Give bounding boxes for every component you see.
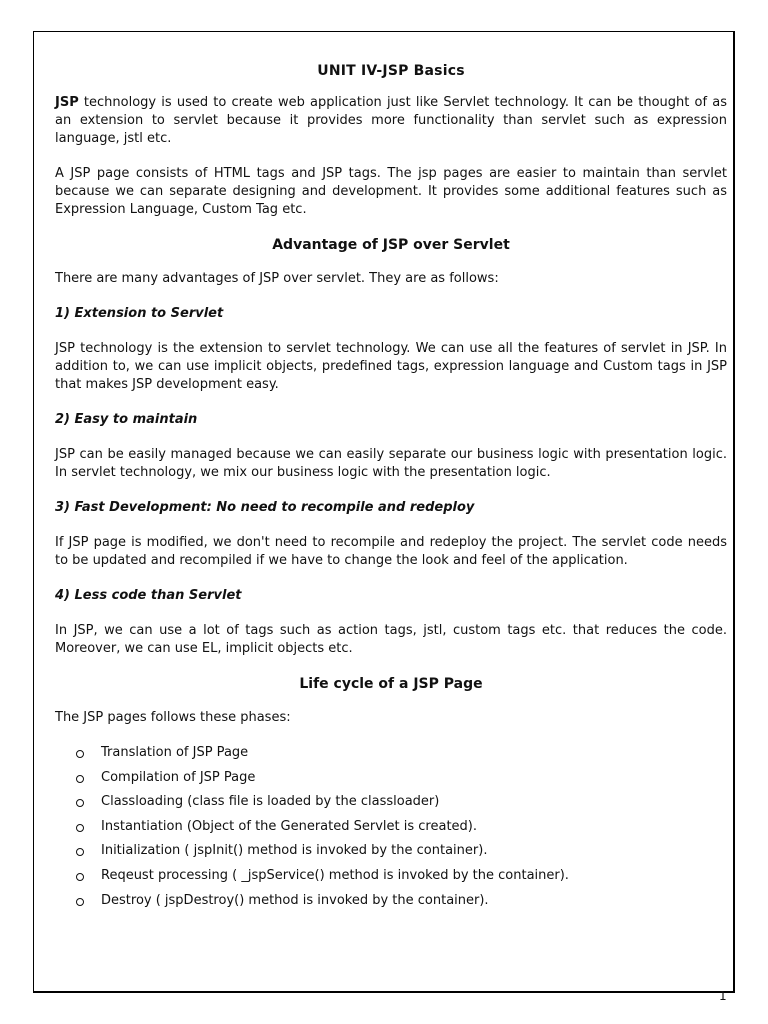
advantage-text-2: JSP can be easily managed because we can easily separate our business logic with presentation logic. In servlet technology, we mix our business logic with the presentation logic. [55, 447, 727, 480]
advantage-title-3: 3) Fast Development: No need to recompile and redeploy [55, 500, 475, 515]
list-item [55, 769, 727, 787]
jsp-bold-lead: JSP [55, 95, 79, 110]
document-title: UNIT IV-JSP Basics [317, 63, 465, 79]
intro-paragraph-1-text: technology is used to create web application just like Servlet technology. It can be thought of as an extension to servlet because it provides more functionality than servlet such as expression language, jstl etc. [55, 95, 727, 146]
advantages-intro: There are many advantages of JSP over servlet. They are as follows: [55, 271, 499, 286]
circle-bullet-icon [76, 873, 84, 881]
list-item [55, 744, 727, 762]
list-item [55, 842, 727, 860]
list-item [55, 818, 727, 836]
lifecycle-heading: Life cycle of a JSP Page [299, 676, 483, 692]
page-number: 1 [719, 989, 727, 1003]
circle-bullet-icon [76, 898, 84, 906]
lifecycle-phase-list [55, 744, 727, 910]
circle-bullet-icon [76, 824, 84, 832]
phase-label: Destroy ( jspDestroy() method is invoked by the container). [101, 892, 489, 908]
phase-label: Compilation of JSP Page [101, 769, 256, 785]
advantages-heading: Advantage of JSP over Servlet [272, 237, 510, 253]
advantage-title-2: 2) Easy to maintain [55, 412, 198, 427]
intro-paragraph-2: A JSP page consists of HTML tags and JSP tags. The jsp pages are easier to maintain than servlet because we can separate designing and development. It provides some additional features such as Expression Language, Custom Tag etc. [55, 166, 727, 217]
lifecycle-intro: The JSP pages follows these phases: [55, 710, 291, 725]
circle-bullet-icon [76, 799, 84, 807]
phase-label: Classloading (class file is loaded by the classloader) [101, 794, 440, 810]
phase-label: Translation of JSP Page [101, 745, 249, 760]
document-body [55, 62, 727, 916]
advantage-title-1: 1) Extension to Servlet [55, 306, 224, 321]
list-item [55, 793, 727, 811]
phase-label: Instantiation (Object of the Generated Servlet is created). [101, 818, 477, 834]
list-item [55, 867, 727, 885]
phase-label: Initialization ( jspInit() method is invoked by the container). [101, 843, 488, 859]
advantage-text-1: JSP technology is the extension to servlet technology. We can use all the features of servlet in JSP. In addition to, we can use implicit objects, predefined tags, expression language and Custom tags in JSP that makes JSP development easy. [55, 341, 727, 392]
circle-bullet-icon [76, 775, 84, 783]
phase-label: Reqeust processing ( _jspService() method is invoked by the container). [101, 867, 569, 883]
list-item [55, 892, 727, 910]
circle-bullet-icon [76, 750, 84, 758]
circle-bullet-icon [76, 848, 84, 856]
advantage-text-4: In JSP, we can use a lot of tags such as action tags, jstl, custom tags etc. that reduces the code. Moreover, we can use EL, implicit objects etc. [55, 623, 727, 656]
advantage-text-3: If JSP page is modified, we don't need to recompile and redeploy the project. The servlet code needs to be updated and recompiled if we have to change the look and feel of the application. [55, 535, 727, 568]
intro-paragraph-1 [55, 94, 727, 148]
advantage-title-4: 4) Less code than Servlet [55, 588, 242, 603]
